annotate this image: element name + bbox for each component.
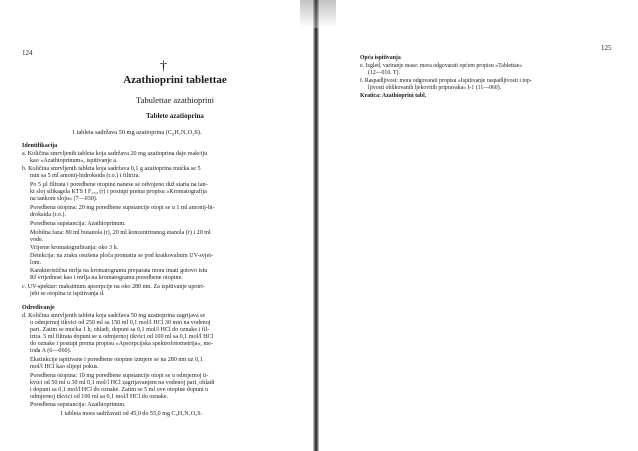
id-line: a. Količina smrvljenih tableta koja sadržava 20 mg azatioprina daje reakciju <box>22 151 208 157</box>
assay-line: mol/l HCl kao slijepi pokus. <box>30 364 99 370</box>
general-heading: Opća ispitivanja <box>360 55 401 61</box>
assay-line: toda A (6—060). <box>30 348 72 354</box>
id-line: Rf vrijednost kao i mrlja na kromatogramu poredbene otopine. <box>30 275 183 281</box>
local-title: Tablete azatioprina <box>146 112 204 120</box>
assay-line: 1 tableta mora sadržavati od 45,0 do 55,0 mg C₉H₇N₇O₂S. <box>60 411 203 417</box>
left-page <box>0 0 316 451</box>
assay-heading: Određivanje <box>22 305 55 311</box>
assay-line: trira. 5 ml filtrata dopuni se u odmjernoj tikvici od 100 ml sa 0,1 mol/l HCl <box>30 334 214 340</box>
cross-symbol: † <box>160 59 167 74</box>
right-page <box>318 0 638 451</box>
assay-line: do oznake i postupi prema propisu »Apsorpcijska spektrofotometrija«, me- <box>30 341 213 347</box>
id-line: Poredbena otopina: 20 mg poredbene supstancije otopi se u 1 ml amonij-hi- <box>30 205 215 211</box>
identification-heading: Identifikacija <box>22 143 58 149</box>
assay-line: odmjernoj tikvici od 100 ml sa 0,1 mol/l HCl do oznake. <box>30 394 169 400</box>
assay-line: Poredbena supstancija: Azathioprinum. <box>30 402 126 408</box>
assay-line: pari. Zatim se mućka 1 h, ohladi, dopuni sa 0,1 mol/l HCl do oznake i fil- <box>30 327 210 333</box>
id-line: c. UV-spektar: maksimum apsorpcije na oko 280 nm. Za ispitivanje upotri- <box>22 284 205 290</box>
assay-line: kvici od 50 ml u 30 ml 0,1 mol/l HCl zagrijavanjem na vodenoj pari, ohladi <box>30 380 215 386</box>
id-line: min sa 5 ml amonij-hidroksida (r.o.) i filtrira. <box>30 173 141 179</box>
id-line: vode. <box>30 237 44 243</box>
id-line: ki sloj silikagela KTS I F₂₅₄ (r) i postupi prema propisu »Kromatografija <box>30 189 207 195</box>
general-line: f. Raspadljivost: mora odgovarati propisu »Ispitivanje raspadljivosti i top- <box>360 78 532 84</box>
id-line: Po 5 µl filtrata i poredbene otopine nanese se odvojeno duž starta na tan- <box>30 182 208 188</box>
assay-line: Poredbena otopina: 10 mg poredbene supstancije otopi se u odmjernoj ti- <box>30 373 209 379</box>
id-line: Mobilna faza: 80 ml butanola (r), 20 ml koncentriranog etanola (r) i 20 ml <box>30 230 211 236</box>
assay-line: d. Količina smrvljenih tableta koja sadržava 50 mg azatioprina zagrijava se <box>22 313 206 319</box>
id-line: droksida (r.o.). <box>30 212 66 218</box>
id-line: lom. <box>30 260 42 266</box>
id-line: na tankom sloju« (7—030). <box>30 196 98 202</box>
general-line: ljivosti oblikovanih ljekovitih pripravaka« I-1 (11—060). <box>368 85 502 91</box>
monograph-title: Azathioprini tablettae <box>123 74 227 86</box>
assay-line: u odmjernoj tikvici od 250 ml sa 150 ml 0,1 mol/l HCl 30 min na vodenoj <box>30 320 211 326</box>
assay-line: Ekstinkcije ispitivane i poredbene otopine izmjere se na 280 nm uz 0,1 <box>30 357 203 363</box>
id-line: Poredbena supstancija: Azathioprinum. <box>30 221 126 227</box>
storage-line: Kratica: Azathioprini tabl. <box>360 93 427 99</box>
id-line: jebi se otopina iz ispitivanja d. <box>30 291 105 297</box>
general-line: e. Izgled, variranje mase: mora odgovarati općem propisu »Tablettae« <box>360 63 523 69</box>
general-line: (12—010. T). <box>368 70 400 76</box>
id-line: b. Količina smrvljenih tableta koja sadržava 0,1 g azatioprina mućka se 5 <box>22 166 201 172</box>
id-line: kao »Azathioprinum«, ispitivanje a. <box>30 158 118 164</box>
page-number-left: 124 <box>22 49 33 57</box>
page-number-right: 125 <box>601 44 612 52</box>
assay-line: i dopuni sa 0,1 mol/l HCl do oznake. Zatim se 5 ml ove otopine dopuni u <box>30 387 209 393</box>
id-line: Karakteristična mrlja na kromatogramu preparata mora imati gotovo istu <box>30 268 208 274</box>
latin-subtitle: Tabulettae azathioprini <box>136 95 214 105</box>
content-line: 1 tableta sadržava 50 mg azatioprina (C₉H₇N₇O₂S). <box>72 129 202 136</box>
id-line: Vrijeme kromatografiranja: oko 3 h. <box>30 245 119 251</box>
id-line: Detekcija: na zraku osušena ploča promatra se pod kratkovalnim UV-svjet- <box>30 253 214 259</box>
